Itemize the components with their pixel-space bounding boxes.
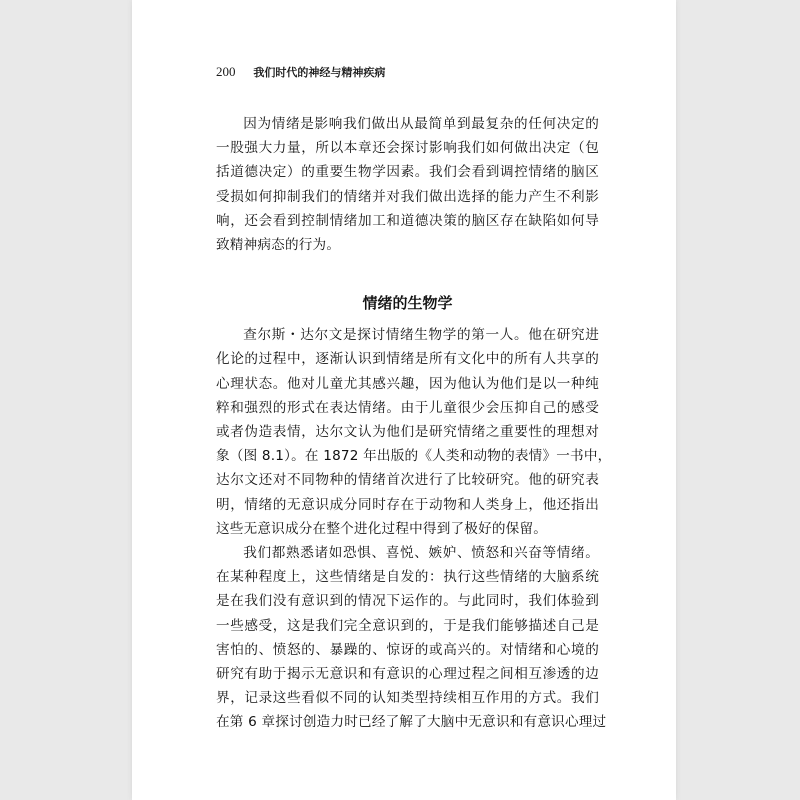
paragraph-2	[216, 323, 612, 541]
text-line: 化论的过程中，逐渐认识到情绪是所有文化中的所有人共享的	[216, 351, 599, 368]
text-line: 或者伪造表情，达尔文认为他们是研究情绪之重要性的理想对	[216, 424, 599, 441]
text-line: 明，情绪的无意识成分同时存在于动物和人类身上，他还指出	[216, 496, 599, 513]
page-number: 200	[216, 64, 236, 79]
running-title: 我们时代的神经与精神疾病	[253, 66, 386, 79]
text-line: 一些感受，这是我们完全意识到的，于是我们能够描述自己是	[216, 617, 599, 634]
section-heading: 情绪的生物学	[362, 294, 453, 313]
text-line: 象（图 8.1）。在 1872 年出版的《人类和动物的表情》一书中，	[216, 448, 612, 465]
text-line: 是在我们没有意识到的情况下运作的。与此同时，我们体验到	[216, 593, 599, 610]
text-line: 研究有助于揭示无意识和有意识的心理过程之间相互渗透的边	[216, 666, 599, 683]
text-line: 害怕的、愤怒的、暴躁的、惊讶的或高兴的。对情绪和心境的	[216, 641, 599, 658]
paragraph-3	[216, 541, 607, 735]
body-text	[216, 112, 612, 735]
running-head	[216, 64, 385, 80]
text-line: 致精神病态的行为。	[216, 237, 341, 254]
text-line: 界，记录这些看似不同的认知类型持续相互作用的方式。我们	[216, 690, 599, 707]
paragraph-1	[216, 112, 599, 257]
text-line: 受损如何抑制我们的情绪并对我们做出选择的能力产生不利影	[216, 188, 599, 205]
text-line: 响，还会看到控制情绪加工和道德决策的脑区存在缺陷如何导	[216, 212, 599, 229]
book-page	[132, 0, 676, 800]
text-line: 在第 6 章探讨创造力时已经了解了大脑中无意识和有意识心理过	[216, 714, 607, 731]
text-line: 一股强大力量，所以本章还会探讨影响我们如何做出决定（包	[216, 140, 599, 157]
text-line: 括道德决定）的重要生物学因素。我们会看到调控情绪的脑区	[216, 164, 599, 181]
text-line: 我们都熟悉诸如恐惧、喜悦、嫉妒、愤怒和兴奋等情绪。	[243, 545, 599, 562]
text-line: 在某种程度上，这些情绪是自发的：执行这些情绪的大脑系统	[216, 569, 599, 586]
text-line: 因为情绪是影响我们做出从最简单到最复杂的任何决定的	[243, 116, 599, 132]
text-line: 粹和强烈的形式在表达情绪。由于儿童很少会压抑自己的感受	[216, 399, 599, 416]
text-line: 查尔斯・达尔文是探讨情绪生物学的第一人。他在研究进	[243, 327, 599, 344]
text-line: 这些无意识成分在整个进化过程中得到了极好的保留。	[216, 520, 548, 537]
text-line: 达尔文还对不同物种的情绪首次进行了比较研究。他的研究表	[216, 472, 599, 489]
text-line: 心理状态。他对儿童尤其感兴趣，因为他认为他们是以一种纯	[216, 375, 599, 392]
